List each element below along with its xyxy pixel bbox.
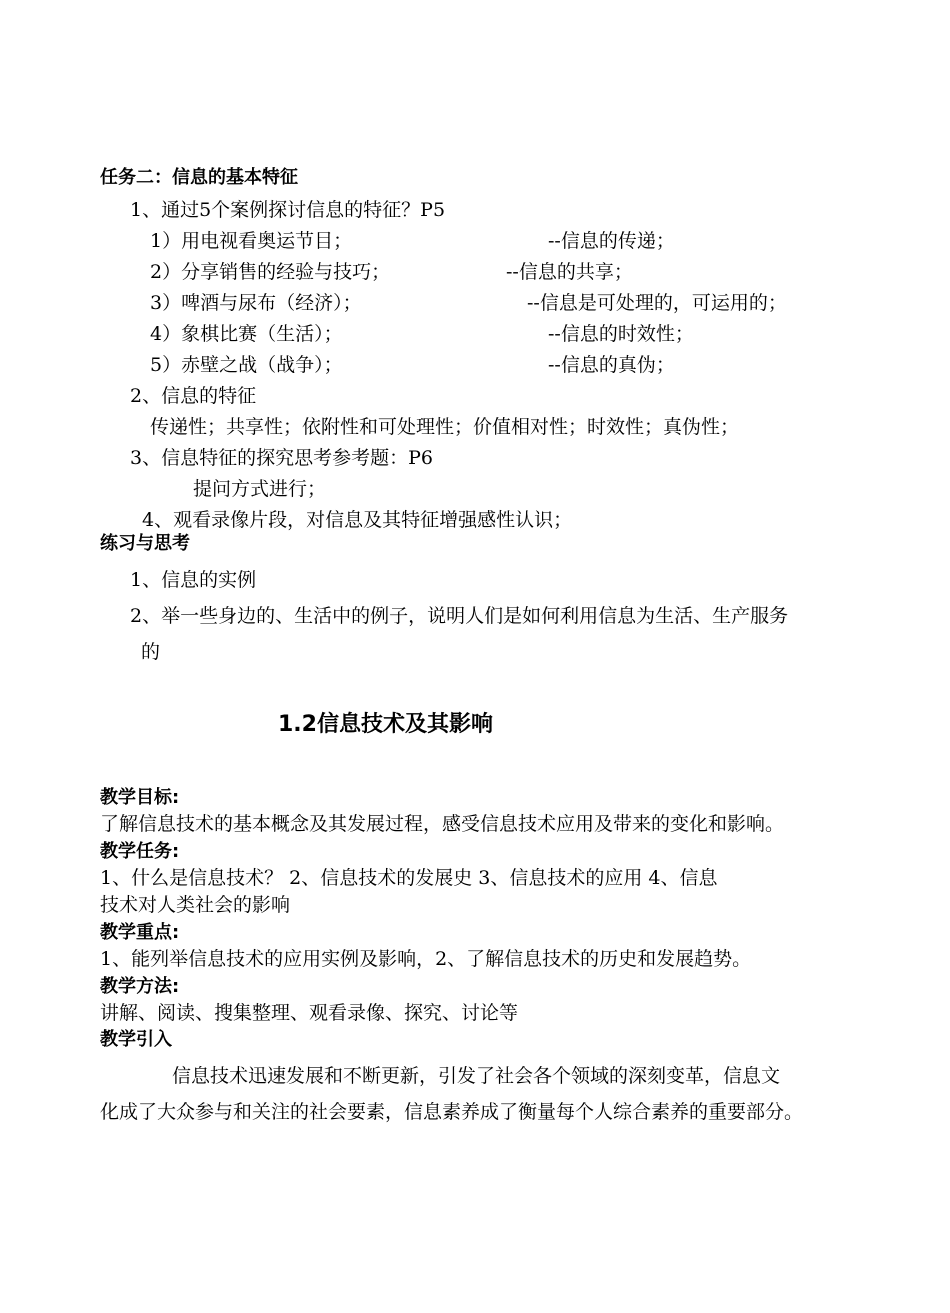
intro-label: 教学引入 [100, 1029, 172, 1050]
intro-text-line-2: 化成了大众参与和关注的社会要素，信息素养成了衡量每个人综合素养的重要部分。 [100, 1101, 804, 1123]
task2-question-3: 3、信息特征的探究思考参考题：P6 [130, 447, 433, 469]
task2-question-2: 2、信息的特征 [130, 385, 257, 407]
task2-question-4: 4、观看录像片段，对信息及其特征增强感性认识； [142, 509, 573, 531]
case-3-left: 3）啤酒与尿布（经济）； [150, 292, 362, 314]
practice-item-1: 1、信息的实例 [130, 569, 257, 591]
task2-question-3-text: 提问方式进行； [193, 478, 327, 500]
method-label: 教学方法: [100, 976, 180, 997]
task2-features-text: 传递性；共享性；依附性和可处理性；价值相对性；时效性；真伪性； [150, 416, 740, 438]
task2-heading: 任务二：信息的基本特征 [100, 167, 298, 188]
case-1-left: 1）用电视看奥运节目； [150, 230, 353, 252]
task-label: 教学任务: [100, 841, 180, 862]
case-2-right: --信息的共享； [506, 261, 633, 283]
practice-heading: 练习与思考 [100, 533, 190, 554]
key-text: 1、能列举信息技术的应用实例及影响，2、了解信息技术的历史和发展趋势。 [100, 948, 752, 970]
task-text-line-1: 1、什么是信息技术？ 2、信息技术的发展史 3、信息技术的应用 4、信息 [100, 867, 718, 889]
case-4-left: 4）象棋比赛（生活）； [150, 323, 343, 345]
case-2-left: 2）分享销售的经验与技巧； [150, 261, 391, 283]
task2-question-1: 1、通过5个案例探讨信息的特征？P5 [130, 199, 446, 221]
case-4-right: --信息的时效性； [548, 323, 694, 345]
case-5-right: --信息的真伪； [548, 354, 675, 376]
key-label: 教学重点: [100, 922, 180, 943]
goal-text: 了解信息技术的基本概念及其发展过程，感受信息技术应用及带来的变化和影响。 [100, 813, 785, 835]
intro-text-line-1: 信息技术迅速发展和不断更新，引发了社会各个领域的深刻变革，信息文 [172, 1065, 781, 1087]
case-1-right: --信息的传递； [548, 230, 675, 252]
practice-item-2: 2、举一些身边的、生活中的例子，说明人们是如何利用信息为生活、生产服务 [130, 605, 789, 627]
task-text-line-2: 技术对人类社会的影响 [100, 894, 291, 916]
practice-item-2-cont: 的 [141, 641, 161, 663]
section-title: 1.2信息技术及其影响 [278, 712, 493, 737]
case-5-left: 5）赤壁之战（战争）； [150, 354, 343, 376]
method-text: 讲解、阅读、搜集整理、观看录像、探究、讨论等 [100, 1002, 519, 1024]
goal-label: 教学目标: [100, 787, 180, 808]
case-3-right: --信息是可处理的，可运用的； [527, 292, 787, 314]
